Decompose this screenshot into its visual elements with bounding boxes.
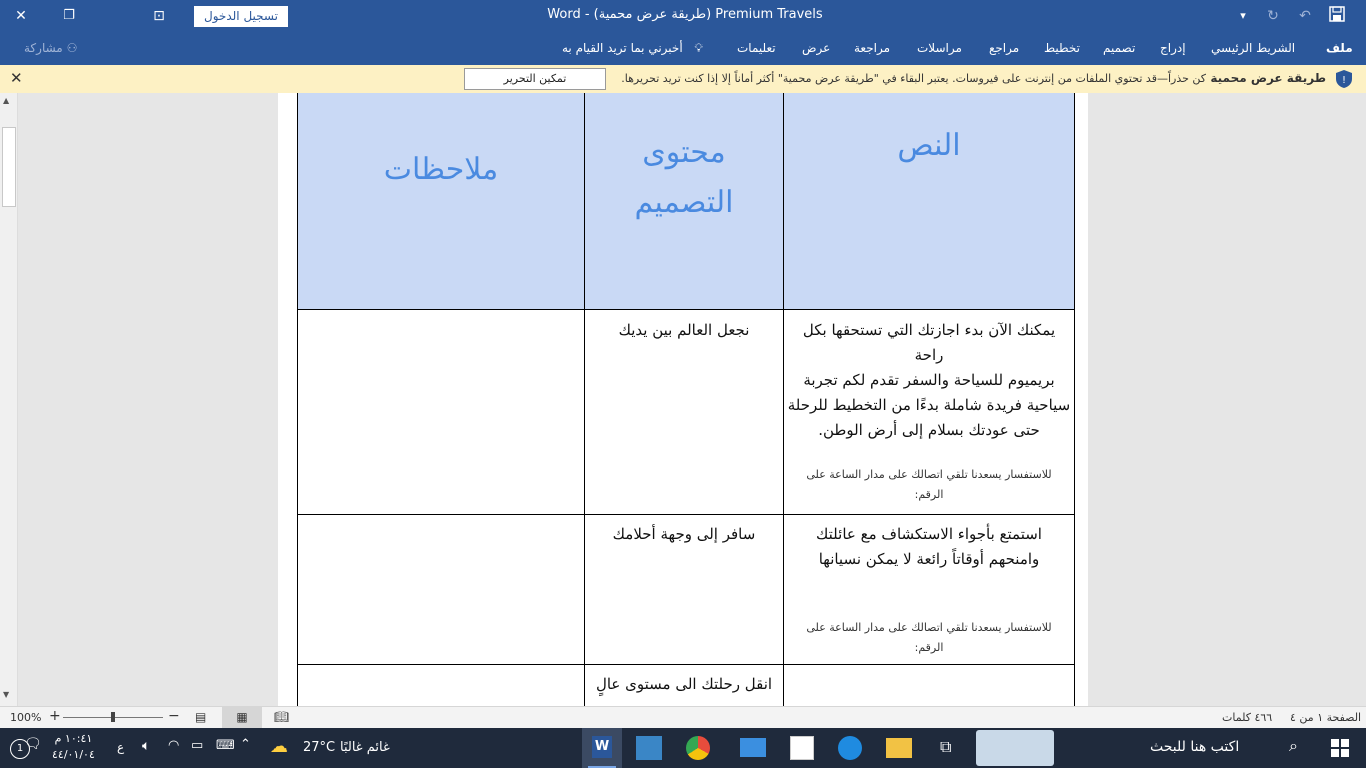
window-title: Word - (طريقة عرض محمية) Premium Travels	[547, 7, 823, 22]
tab-review[interactable]: مراجعة	[854, 41, 891, 55]
print-layout-icon[interactable]: ▦	[222, 707, 262, 728]
contact-note: للاستفسار يسعدنا تلقي اتصالك على مدار الساعة على الرقم:	[806, 621, 1052, 654]
clock-date: ٤٤/٠١/٠٤	[52, 748, 95, 761]
word-app-icon: W	[592, 736, 612, 758]
cell-notes[interactable]	[298, 310, 585, 515]
meet-now-icon[interactable]: ⌨︎	[216, 738, 235, 753]
tab-file[interactable]: ملف	[1326, 41, 1353, 55]
clock[interactable]	[52, 731, 95, 763]
cell-notes[interactable]	[298, 665, 585, 707]
title-bar	[0, 0, 1366, 32]
header-cell-design[interactable]	[585, 93, 784, 310]
document-page	[278, 93, 1088, 706]
windows-start-icon[interactable]	[1331, 739, 1349, 757]
zoom-out-icon[interactable]: +	[49, 708, 61, 724]
header-cell-text[interactable]	[784, 93, 1075, 310]
header-design-line1: محتوى	[642, 135, 726, 170]
table-header-row	[298, 93, 1075, 310]
battery-icon[interactable]: ▭	[191, 738, 204, 753]
clock-time: ١٠:٤١ م	[54, 732, 93, 745]
taskbar	[0, 728, 1366, 768]
protected-view-title: طريقة عرض محمية	[1210, 71, 1326, 85]
restore-icon[interactable]: ❐	[63, 8, 75, 23]
input-language[interactable]: ع	[117, 740, 125, 754]
edge-app-icon[interactable]	[838, 736, 862, 760]
text-line: يمكنك الآن بدء اجازتك التي تستحقها بكل	[802, 321, 1056, 339]
cell-design[interactable]	[585, 665, 784, 707]
document-area	[0, 93, 1366, 706]
store-app-icon[interactable]	[790, 736, 814, 760]
text-line: حتى عودتك بسلام إلى أرض الوطن.	[818, 421, 1040, 439]
search-highlight-image[interactable]	[976, 730, 1054, 766]
tab-references[interactable]: مراجع	[989, 41, 1020, 55]
tab-insert[interactable]: إدراج	[1160, 41, 1186, 55]
notification-count: 1	[16, 743, 24, 754]
header-notes-label: ملاحظات	[383, 152, 499, 187]
contact-note: للاستفسار يسعدنا تلقي اتصالك على مدار الساعة على الرقم:	[806, 468, 1052, 501]
chrome-app-icon[interactable]	[686, 736, 710, 760]
close-icon[interactable]: ✕	[10, 69, 23, 87]
header-cell-notes[interactable]	[298, 93, 585, 310]
ribbon-tabs	[0, 32, 1366, 65]
share-button[interactable]	[24, 41, 77, 55]
svg-text:!: !	[1341, 75, 1347, 86]
weather-icon[interactable]: ☁︎	[270, 736, 288, 757]
table-row	[298, 665, 1075, 707]
scroll-down-icon[interactable]: ▼	[3, 690, 10, 699]
action-center-icon[interactable]: 🗨︎	[24, 736, 42, 752]
cell-text[interactable]	[784, 665, 1075, 707]
zoom-percent[interactable]: 100%	[10, 711, 42, 724]
shield-icon	[1334, 69, 1354, 89]
tab-design[interactable]: تصميم	[1103, 41, 1136, 55]
protected-view-message: كن حذراً—قد تحتوي الملفات من إنترنت على فيروسات. يعتبر البقاء في "طريقة عرض محمية" أكثر أماناً إلا إذا كنت تريد تحريرها.	[621, 72, 1206, 85]
tell-me-label: أخبرني بما تريد القيام به	[562, 41, 683, 55]
volume-icon[interactable]: 🔈︎	[142, 738, 151, 754]
table-row	[298, 310, 1075, 515]
tab-help[interactable]: تعليمات	[737, 41, 776, 55]
close-icon[interactable]: ✕	[15, 8, 27, 24]
text-line: راحة	[914, 346, 944, 364]
design-text: نجعل العالم بين يديك	[618, 321, 750, 339]
search-icon[interactable]: ⌕	[1289, 736, 1298, 755]
zoom-slider[interactable]	[63, 717, 163, 718]
customize-toolbar-icon[interactable]: ▾	[1240, 9, 1246, 22]
weather-status[interactable]: غائم غالبًا	[340, 740, 390, 755]
tab-home[interactable]: الشريط الرئيسي	[1211, 41, 1296, 55]
wifi-icon[interactable]: ◠	[168, 738, 180, 753]
taskbar-word[interactable]	[582, 728, 622, 768]
chevron-up-icon[interactable]: ⌃	[240, 737, 251, 752]
content-table	[297, 93, 1075, 706]
person-icon: ⚇	[66, 41, 78, 55]
design-text: سافر إلى وجهة أحلامك	[612, 525, 756, 543]
lightbulb-icon: 💡︎	[694, 41, 703, 55]
temperature[interactable]: 27°C	[303, 740, 336, 755]
text-line: استمتع بأجواء الاستكشاف مع عائلتك	[816, 525, 1042, 543]
design-text: انقل رحلتك الى مستوى عالٍ	[595, 675, 773, 693]
zoom-slider-thumb[interactable]	[111, 712, 115, 722]
cell-text[interactable]	[784, 515, 1075, 665]
cell-notes[interactable]	[298, 515, 585, 665]
text-line: وامنحهم أوقاتاً رائعة لا يمكن نسيانها	[818, 550, 1040, 568]
table-row	[298, 515, 1075, 665]
redo-icon[interactable]: ↻	[1267, 8, 1279, 24]
save-icon[interactable]	[1326, 6, 1348, 26]
protected-view-bar	[0, 65, 1366, 94]
enable-editing-button[interactable]: تمكين التحرير	[464, 68, 606, 90]
tab-mailings[interactable]: مراسلات	[917, 41, 962, 55]
header-text-label: النص	[897, 128, 961, 163]
tab-view[interactable]: عرض	[802, 41, 831, 55]
undo-icon[interactable]: ↶	[1299, 8, 1311, 24]
page-count[interactable]: الصفحة ١ من ٤	[1290, 711, 1362, 724]
photos-app-icon[interactable]	[636, 736, 662, 760]
share-label: مشاركة	[24, 41, 63, 55]
tell-me-box[interactable]	[562, 41, 703, 56]
cell-design[interactable]	[585, 515, 784, 665]
web-layout-icon[interactable]: ▤	[195, 710, 207, 724]
scroll-thumb[interactable]	[2, 127, 16, 207]
search-placeholder[interactable]: اكتب هنا للبحث	[1150, 739, 1240, 755]
task-view-icon[interactable]: ⧉	[940, 737, 952, 756]
read-mode-icon[interactable]: 📖︎	[274, 710, 290, 724]
text-line: بريميوم للسياحة والسفر تقدم لكم تجربة	[803, 371, 1055, 389]
text-line: سياحية فريدة شاملة بدءًا من التخطيط للرحلة	[787, 396, 1071, 414]
zoom-in-icon[interactable]: −	[168, 708, 180, 724]
file-explorer-icon[interactable]	[886, 738, 912, 758]
signin-button[interactable]: تسجيل الدخول	[194, 6, 288, 27]
header-design-line2: التصميم	[634, 185, 734, 220]
vertical-scrollbar[interactable]	[0, 93, 18, 706]
status-bar	[0, 706, 1366, 729]
tab-layout[interactable]: تخطيط	[1044, 41, 1080, 55]
ribbon-display-icon[interactable]: ⊡	[153, 8, 165, 24]
mail-app-icon[interactable]	[740, 738, 766, 757]
word-count[interactable]: ٤٦٦ كلمات	[1222, 711, 1273, 724]
scroll-up-icon[interactable]: ▲	[3, 96, 10, 105]
cell-text[interactable]	[784, 310, 1075, 515]
cell-design[interactable]	[585, 310, 784, 515]
